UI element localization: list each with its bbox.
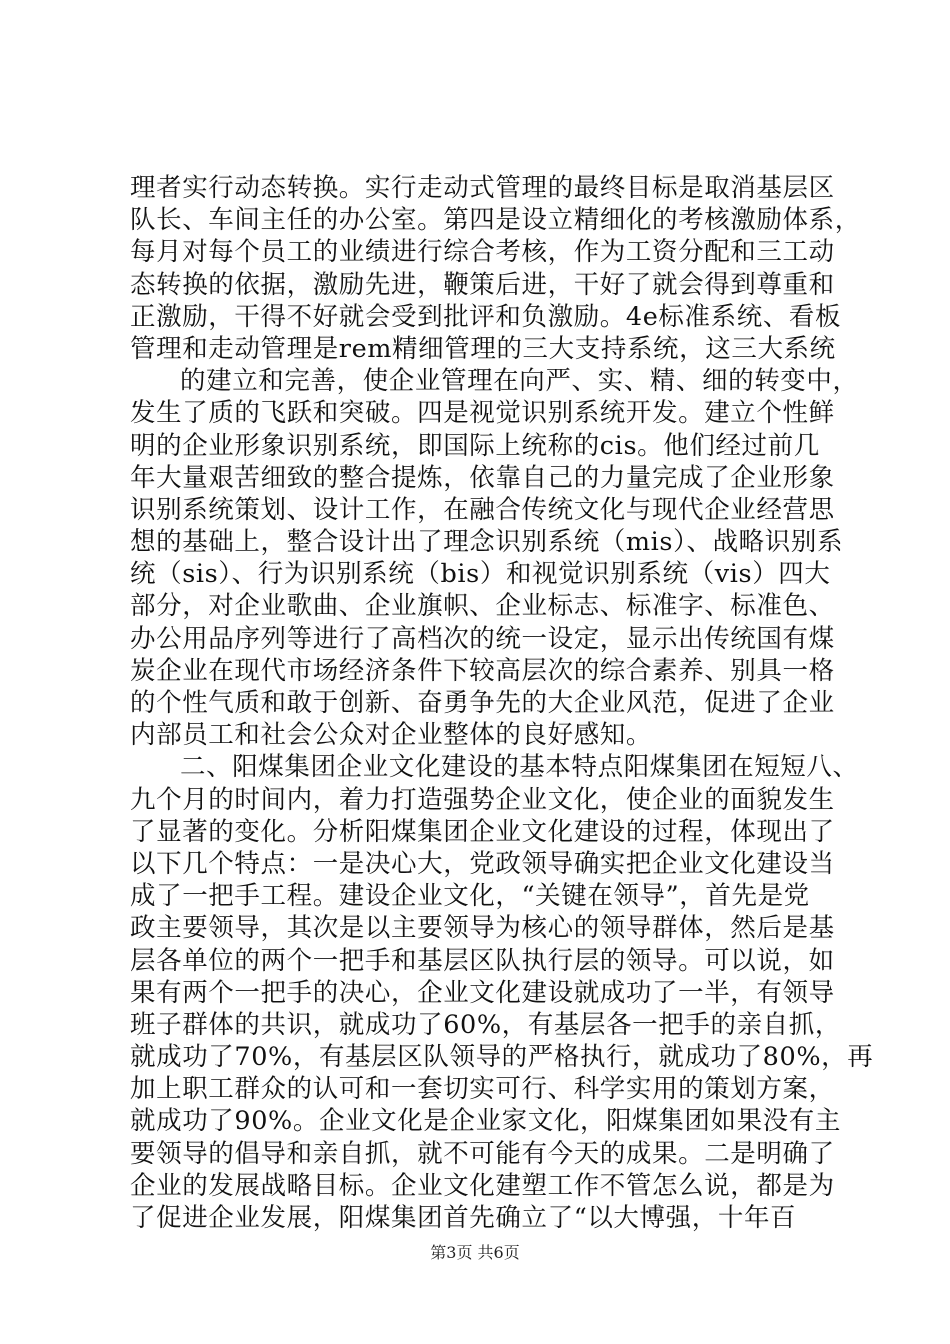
text-line: 就成功了90%。企业文化是企业家文化，阳煤集团如果没有主 [130, 1106, 841, 1137]
text-line: 管理和走动管理是rem精细管理的三大支持系统，这三大系统 [130, 333, 836, 364]
text-line: 队长、车间主任的办公室。第四是设立精细化的考核激励体系， [130, 205, 861, 236]
text-line: 理者实行动态转换。实行走动式管理的最终目标是取消基层区 [130, 173, 835, 203]
text-line: 加上职工群众的认可和一套切实可行、科学实用的策划方案， [130, 1074, 835, 1105]
text-line: 的建立和完善，使企业管理在向严、实、精、细的转变中， [180, 366, 859, 397]
text-line: 要领导的倡导和亲自抓，就不可能有今天的成果。二是明确了 [130, 1138, 835, 1169]
text-line: 以下几个特点：一是决心大，党政领导确实把企业文化建设当 [130, 848, 835, 879]
text-line: 了显著的变化。分析阳煤集团企业文化建设的过程，体现出了 [130, 816, 835, 847]
text-line: 班子群体的共识，就成功了60%，有基层各一把手的亲自抓， [130, 1009, 841, 1040]
text-line: 政主要领导，其次是以主要领导为核心的领导群体，然后是基 [130, 913, 835, 944]
text-line: 每月对每个员工的业绩进行综合考核，作为工资分配和三工动 [130, 237, 835, 268]
text-line: 发生了质的飞跃和突破。四是视觉识别系统开发。建立个性鲜 [130, 398, 835, 429]
text-line: 态转换的依据，激励先进，鞭策后进，干好了就会得到尊重和 [130, 269, 835, 300]
text-line: 正激励，干得不好就会受到批评和负激励。4e标准系统、看板 [130, 301, 842, 332]
text-line: 企业的发展战略目标。企业文化建塑工作不管怎么说，都是为 [130, 1170, 835, 1201]
body-text [130, 172, 874, 1234]
text-line: 二、阳煤集团企业文化建设的基本特点阳煤集团在短短八、 [180, 752, 859, 783]
text-line: 九个月的时间内，着力打造强势企业文化，使企业的面貌发生 [130, 784, 835, 815]
text-line: 的个性气质和敢于创新、奋勇争先的大企业风范，促进了企业 [130, 688, 835, 718]
text-line: 统（sis）、行为识别系统（bis）和视觉识别系统（vis）四大 [130, 559, 831, 590]
text-line: 就成功了70%，有基层区队领导的严格执行，就成功了80%，再 [130, 1042, 874, 1073]
text-line: 炭企业在现代市场经济条件下较高层次的综合素养、别具一格 [130, 655, 835, 686]
text-line: 层各单位的两个一把手和基层区队执行层的领导。可以说，如 [130, 945, 835, 976]
text-line: 明的企业形象识别系统，即国际上统称的cis。他们经过前几 [130, 430, 820, 461]
page-footer: 第3页 共6页 [430, 1243, 520, 1262]
text-line: 内部员工和社会公众对企业整体的良好感知。 [130, 720, 653, 751]
text-line: 识别系统策划、设计工作，在融合传统文化与现代企业经营思 [130, 494, 835, 525]
text-line: 了促进企业发展，阳煤集团首先确立了“以大博强，十年百 [130, 1203, 797, 1233]
text-line: 成了一把手工程。建设企业文化，“关键在领导”，首先是党 [130, 881, 810, 912]
text-line: 办公用品序列等进行了高档次的统一设定，显示出传统国有煤 [130, 623, 835, 654]
text-line: 部分，对企业歌曲、企业旗帜、企业标志、标准字、标准色、 [130, 591, 835, 622]
text-line: 年大量艰苦细致的整合提炼，依靠自己的力量完成了企业形象 [130, 462, 835, 493]
text-line: 果有两个一把手的决心，企业文化建设就成功了一半，有领导 [130, 977, 835, 1008]
text-line: 想的基础上，整合设计出了理念识别系统（mis）、战略识别系 [130, 527, 844, 558]
